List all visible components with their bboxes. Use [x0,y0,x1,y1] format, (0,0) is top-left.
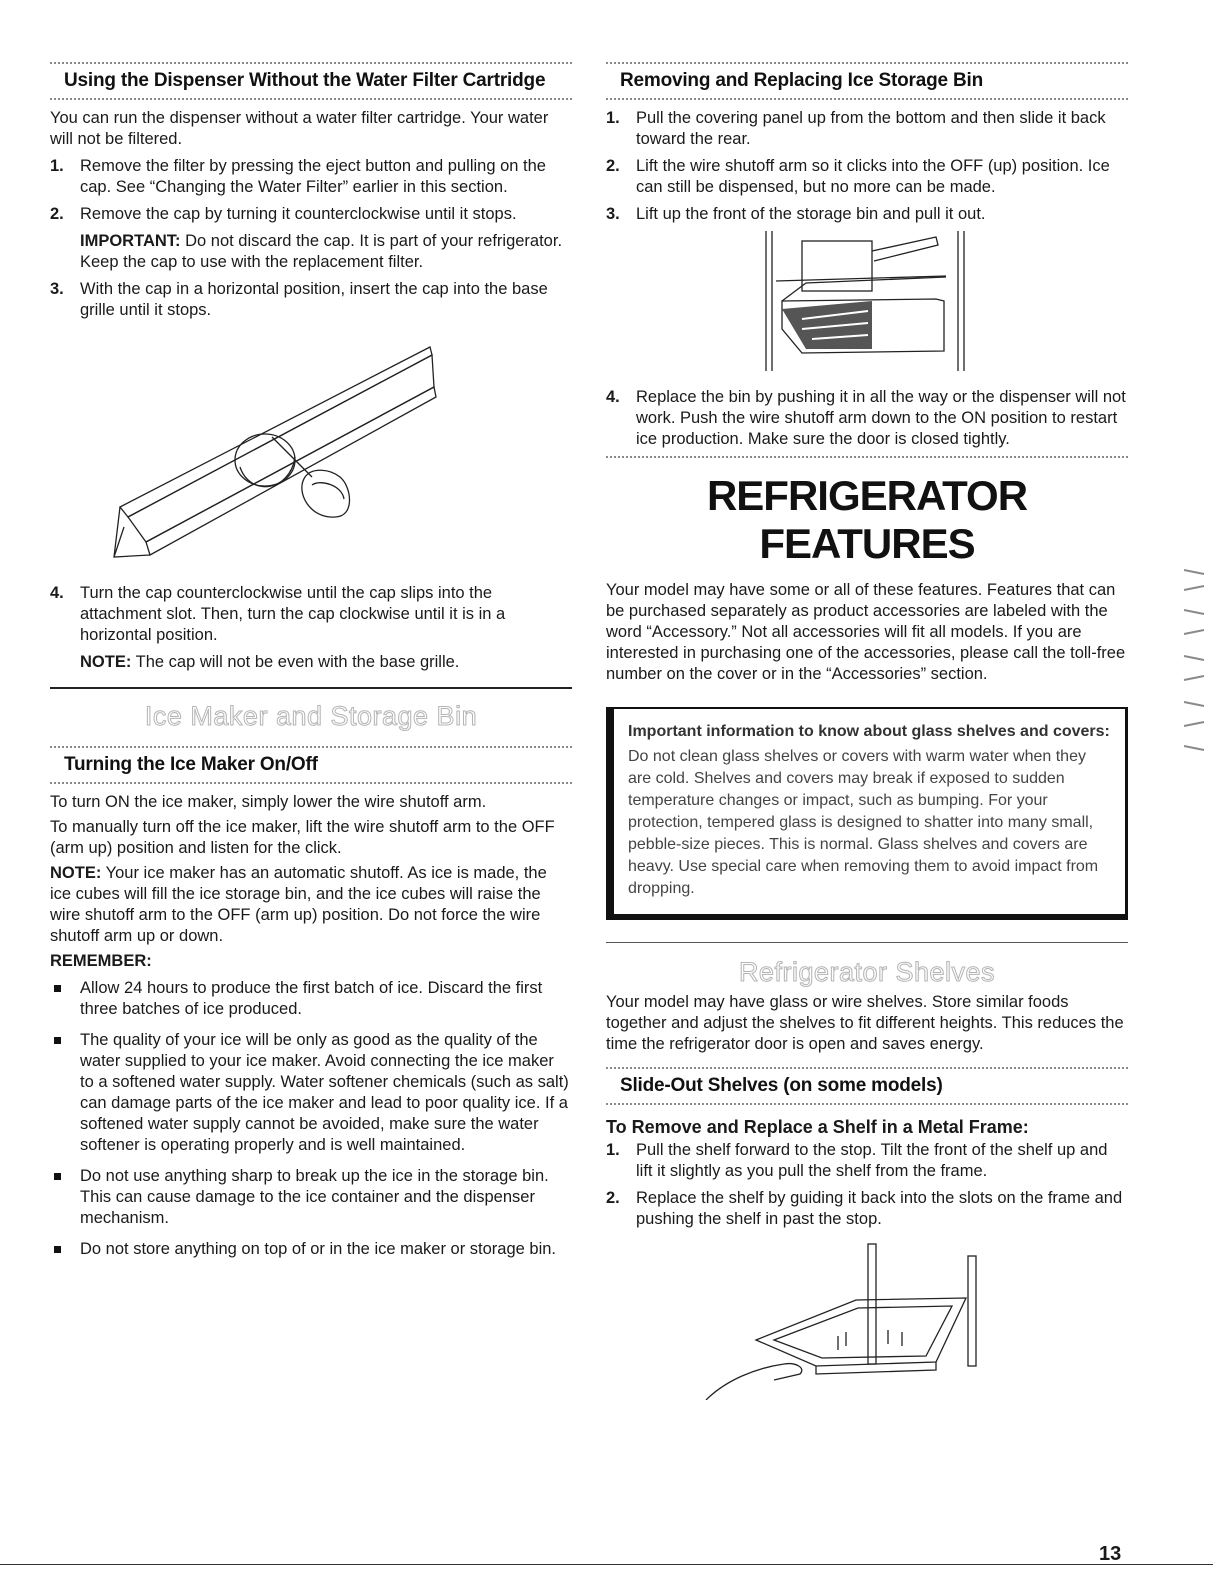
step-number: 2. [50,205,64,223]
glass-warning-box [606,707,1128,920]
bullet-text: The quality of your ice will be only as good as the quality of the water supplied to your ice maker. Avoid connecting the ice maker to a softened water supply. Water softener chemicals (such as salt) can damage parts of the ice maker and lead to poor quality ice. If a softened water supply cannot be avoided, make sure the water softener is operating properly and is well maintained. [80,1031,569,1154]
step-number: 1. [50,157,64,175]
step-text: With the cap in a horizontal position, insert the cap into the base grille until it stops. [80,280,548,319]
bottom-rule [0,1564,1213,1565]
features-title: REFRIGERATOR FEATURES [706,472,1028,567]
bullet-icon [54,985,61,992]
ice-maker-note [50,863,572,947]
list-item [50,978,572,1020]
dotted-divider [606,456,1128,458]
shelves-section-title: Refrigerator Shelves [738,957,996,987]
left-column [50,62,572,1270]
step-text: Turn the cap counterclockwise until the cap slips into the attachment slot. Then, turn the cap clockwise until it is in a horizontal position. [80,584,506,644]
step-number: 2. [606,1189,620,1207]
remember-label: REMEMBER: [50,952,152,970]
section-divider [50,687,572,689]
note-text: The cap will not be even with the base grille. [131,653,460,671]
bullet-text: Do not store anything on top of or in the ice maker or storage bin. [80,1240,557,1258]
ice-maker-heading: Turning the Ice Maker On/Off [64,754,318,775]
dispenser-heading: Using the Dispenser Without the Water Filter Cartridge [64,70,546,91]
step-text: Replace the shelf by guiding it back into the slots on the frame and pushing the shelf in past the stop. [636,1189,1123,1228]
warning-heading: Important information to know about glass shelves and covers: [628,723,1110,740]
important-text: Do not discard the cap. It is part of your refrigerator. Keep the cap to use with the replacement filter. [80,232,563,271]
ice-maker-p2: To manually turn off the ice maker, lift the wire shutoff arm to the OFF (arm up) position and listen for the click. [50,818,555,857]
step-item [50,156,572,198]
note-label: NOTE: [50,864,102,882]
step-item [50,279,572,321]
remember-list [50,978,572,1260]
step-text: Remove the cap by turning it counterclockwise until it stops. [80,205,517,223]
ice-maker-p1: To turn ON the ice maker, simply lower the wire shutoff arm. [50,793,487,811]
bin-section-header [606,62,1128,100]
step-item [606,108,1128,150]
slide-out-heading: Slide-Out Shelves (on some models) [620,1075,943,1096]
dispenser-steps [50,156,572,321]
shelves-intro: Your model may have glass or wire shelves. Store similar foods together and adjust the shelves to fit different heights. This reduces the time the refrigerator door is open and saves energy. [606,993,1124,1053]
step-item [50,204,572,273]
ice-bin-illustration [606,231,1128,381]
step-item [606,387,1128,450]
step-item [606,156,1128,198]
note-label: NOTE: [80,653,132,671]
section-divider [606,942,1128,943]
page-number: 13 [1099,1543,1122,1565]
dispenser-step-4 [50,583,572,673]
side-tab-marker [1180,560,1208,760]
step-number: 3. [606,205,620,223]
list-item [50,1030,572,1156]
dispenser-section-header [50,62,572,100]
slide-out-shelf-illustration [606,1240,1128,1400]
bin-heading: Removing and Replacing Ice Storage Bin [620,70,983,91]
bin-step-4 [606,387,1128,450]
step-number: 1. [606,1141,620,1159]
bullet-text: Allow 24 hours to produce the first batch of ice. Discard the first three batches of ice produced. [80,979,543,1018]
step-item [606,204,1128,225]
step-item [50,583,572,673]
step-text: Pull the covering panel up from the bottom and then slide it back toward the rear. [636,109,1106,148]
important-note [80,231,572,273]
step-number: 1. [606,109,620,127]
base-grille-cap-illustration [50,327,572,577]
step-text: Pull the shelf forward to the stop. Tilt the front of the shelf up and lift it slightly as you pull the shelf from the frame. [636,1141,1108,1180]
bullet-text: Do not use anything sharp to break up the ice in the storage bin. This can cause damage to the ice container and the dispenser mechanism. [80,1167,549,1227]
slide-out-section-header [606,1067,1128,1105]
features-intro: Your model may have some or all of these features. Features that can be purchased separately as product accessories are labeled with the word “Accessory.” Not all accessories will fit all models. If you are interested in purchasing one of the accessories, please call the toll-free number on the cover or in the “Accessories” section. [606,581,1126,683]
metal-frame-subheading: To Remove and Replace a Shelf in a Metal Frame: [606,1117,1029,1137]
right-column [606,62,1128,1400]
step-number: 4. [50,584,64,602]
step-text: Lift the wire shutoff arm so it clicks into the OFF (up) position. Ice can still be dispensed, but no more can be made. [636,157,1110,196]
important-label: IMPORTANT: [80,232,181,250]
bullet-icon [54,1246,61,1253]
ice-maker-section-header [50,746,572,784]
bullet-icon [54,1037,61,1044]
warning-text: Do not clean glass shelves or covers with warm water when they are cold. Shelves and covers may break if exposed to sudden temperature changes or impact, such as bumping. For your protection, tempered glass is designed to shatter into many small, pebble-size pieces. This is normal. Glass shelves and covers are heavy. Use special care when removing them to avoid impact from dropping. [628,748,1099,897]
step-number: 2. [606,157,620,175]
step-text: Remove the filter by pressing the eject button and pulling on the cap. See “Changing the Water Filter” earlier in this section. [80,157,546,196]
note-text: Your ice maker has an automatic shutoff. As ice is made, the ice cubes will fill the ice storage bin, and the ice cubes will raise the wire shutoff arm to the OFF (arm up) position. Do not force the wire shutoff arm up or down. [50,864,547,945]
step-item [606,1140,1128,1182]
step-item [606,1188,1128,1230]
step-text: Lift up the front of the storage bin and pull it out. [636,205,986,223]
step-text: Replace the bin by pushing it in all the way or the dispenser will not work. Push the wire shutoff arm down to the ON position to restart ice production. Make sure the door is closed tightly. [636,388,1126,448]
ice-section-title: Ice Maker and Storage Bin [144,701,478,731]
shelf-steps [606,1140,1128,1230]
bin-steps [606,108,1128,225]
step-number: 4. [606,388,620,406]
list-item [50,1166,572,1229]
step-number: 3. [50,280,64,298]
cap-note [80,652,572,673]
list-item [50,1239,572,1260]
bullet-icon [54,1173,61,1180]
dispenser-intro: You can run the dispenser without a water filter cartridge. Your water will not be filtered. [50,109,549,148]
